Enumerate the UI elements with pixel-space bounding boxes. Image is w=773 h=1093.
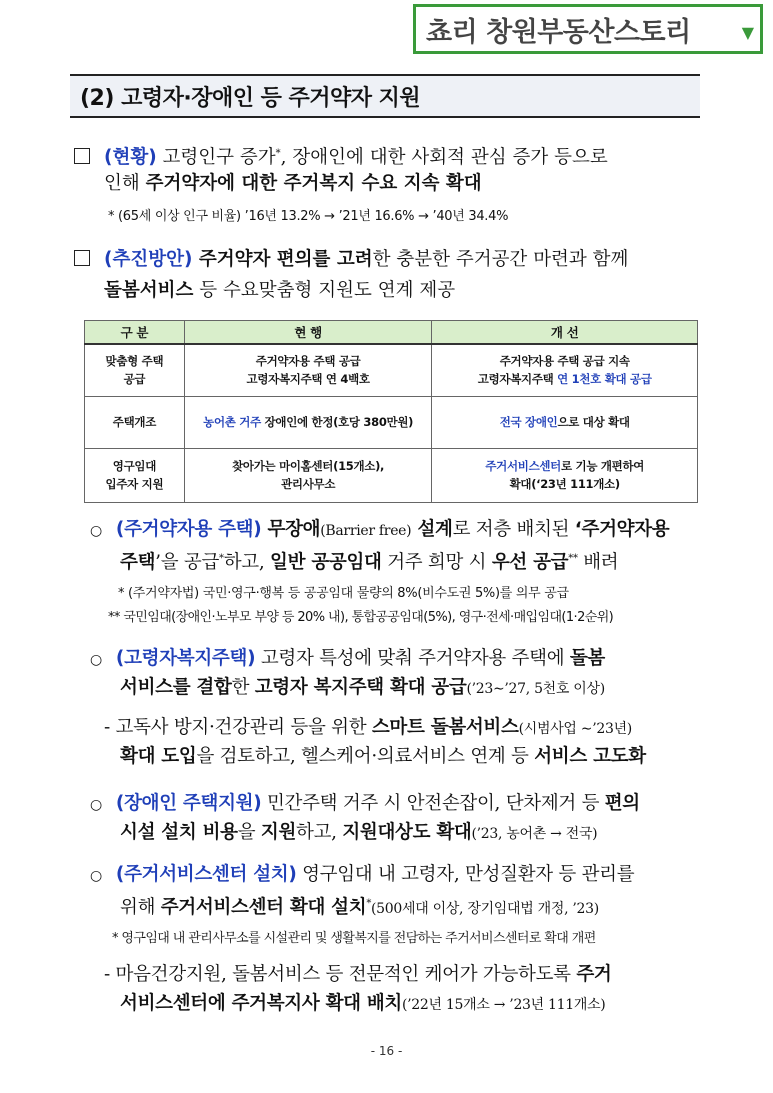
item3-bold: 시설 설치 비용	[120, 822, 238, 843]
plan-bold-1: 주거약자 편의를 고려	[192, 249, 373, 270]
chevron-down-icon[interactable]: ▼	[741, 23, 754, 42]
imp-line: 로 기능 개편하여	[561, 459, 645, 473]
item4-text: 위해	[120, 897, 161, 919]
item1-note-2: ** 국민임대(장애인·노부모 부양 등 20% 내), 통합공공임대(5%), 영구·전세·매입임대(1·2순위)	[108, 610, 614, 625]
cur-line: 관리사무소	[281, 477, 336, 491]
plan-cont-bold: 돌봄서비스	[104, 280, 194, 301]
item-disabled-housing	[90, 789, 640, 820]
item2-dash-text: 을 검토하고, 헬스케어·의료서비스 연계 등	[196, 746, 535, 767]
item1-small: (Barrier free)	[320, 523, 412, 539]
status-text-2: , 장애인에 대한 사회적 관심 증가 등으로	[280, 147, 608, 169]
cur-line: 고령자복지주택 연 4백호	[246, 372, 370, 387]
section-title: (2) 고령자·장애인 등 주거약자 지원	[80, 85, 421, 111]
imp-highlight: 주거서비스센터	[485, 459, 561, 473]
badge-text: 쵸리 창원부동산스토리	[426, 16, 691, 48]
checkbox-square-icon	[74, 250, 90, 266]
comparison-table	[84, 320, 698, 503]
table-row	[85, 344, 698, 396]
status-sup: *	[275, 148, 281, 159]
imp-line: 고령자복지주택	[477, 372, 558, 387]
cat-line: 공급	[123, 372, 146, 387]
item4-label: (주거서비스센터 설치)	[115, 864, 297, 885]
item2-small: (’23∼’27, 5천호 이상)	[466, 681, 605, 697]
status-label: (현황)	[104, 147, 157, 169]
imp-line: 주거약자용 주택 공급 지속	[499, 354, 630, 369]
item2-dash-continuation	[120, 743, 646, 771]
table-header-row	[85, 321, 698, 345]
item1-bold: 무장애	[261, 519, 321, 540]
item4-dash-continuation	[120, 990, 605, 1019]
table-cell-improved	[432, 448, 698, 502]
imp-highlight: 전국 장애인	[499, 415, 558, 429]
item4-dash-small: (’22년 15개소 → ’23년 111개소)	[402, 997, 606, 1013]
item2-dash-paragraph	[104, 713, 632, 744]
page-number: - 16 -	[370, 1044, 403, 1058]
item3-bold: 지원	[260, 822, 297, 843]
cur-highlight: 농어촌 거주	[203, 415, 261, 429]
item2-dash-bold: 확대 도입	[120, 746, 197, 767]
bullet-circle-icon: ○	[90, 652, 102, 668]
item4-dash-text: - 마음건강지원, 돌봄서비스 등 전문적인 케어가 가능하도록	[104, 964, 577, 985]
plan-cont-plain: 등 수요맞춤형 지원도 연계 제공	[193, 280, 456, 301]
item4-dash-paragraph	[104, 960, 611, 989]
item4-note: * 영구임대 내 관리사무소를 시설관리 및 생활복지를 전담하는 주거서비스센터로 확대 개편	[112, 931, 596, 946]
item2-text: 고령자 특성에 맞춰 주거약자용 주택에	[255, 648, 570, 669]
table-cell-category	[85, 344, 185, 396]
table-cell-improved	[432, 396, 698, 448]
imp-highlight: 연 1천호 확대 공급	[557, 372, 652, 387]
bullet-circle-icon: ○	[90, 797, 102, 813]
table-row	[85, 396, 698, 448]
item1-note-1: * (주거약자법) 국민·영구·행복 등 공공임대 물량의 8%(비수도권 5%)를 의무 공급	[118, 586, 569, 601]
item-housing-service-center	[90, 860, 634, 891]
table-cell-category	[85, 396, 185, 448]
status-paragraph	[74, 140, 608, 172]
status-note: * (65세 이상 인구 비율) ’16년 13.2% → ’21년 16.6% → ’40년 34.4%	[108, 209, 509, 224]
item1-text: 로 저층 배치된	[452, 519, 575, 540]
table-header-category: 구 분	[85, 321, 185, 345]
item3-continuation	[120, 819, 597, 848]
status-cont-bold: 주거약자에 대한 주거복지 수요 지속 확대	[145, 173, 482, 194]
item4-dash-bold: 주거	[576, 964, 612, 985]
header-badge	[413, 4, 763, 54]
item4-small: (500세대 이상, 장기임대법 개정, ’23)	[371, 901, 599, 918]
item3-small: (’23, 농어촌 → 전국)	[471, 826, 598, 842]
table-header-improved: 개 선	[432, 321, 698, 345]
item2-continuation	[120, 674, 605, 703]
item1-sup: *	[219, 553, 224, 564]
item2-bold: 돌봄	[569, 648, 606, 669]
item3-text: 하고,	[296, 822, 343, 843]
section-heading	[70, 74, 700, 118]
item1-bold: 일반 공공임대	[270, 552, 382, 574]
item1-bold: 주택	[120, 552, 156, 574]
item1-bold: ‘주거약자용	[574, 519, 670, 540]
item4-bold: 주거서비스센터 확대 설치	[160, 897, 367, 919]
item-elderly-housing	[90, 644, 605, 675]
item2-dash-small: (시범사업 ∼’23년)	[518, 721, 632, 737]
item3-bold: 지원대상도 확대	[342, 822, 472, 843]
item1-continuation	[120, 545, 618, 577]
imp-line: 확대(‘23년 111개소)	[509, 477, 620, 491]
item1-text: 배려	[577, 552, 619, 574]
item1-text: 하고,	[223, 552, 271, 574]
item2-dash-bold: 스마트 돌봄서비스	[371, 717, 519, 738]
cat-line: 맞춤형 주택	[105, 354, 164, 369]
item2-dash-bold: 서비스 고도화	[534, 746, 646, 767]
item4-text: 영구임대 내 고령자, 만성질환자 등 관리를	[296, 864, 635, 885]
plan-continuation	[104, 277, 455, 305]
checkbox-square-icon	[74, 148, 90, 164]
item4-continuation	[120, 890, 599, 923]
item1-bold: 설계	[411, 519, 453, 540]
table-header-current: 현 행	[184, 321, 432, 345]
item2-text: 한	[231, 677, 255, 698]
item4-dash-bold: 서비스센터에 주거복지사 확대 배치	[120, 993, 402, 1014]
item3-text: 을	[237, 822, 261, 843]
table-row	[85, 448, 698, 502]
item2-dash-text: - 고독사 방지·건강관리 등을 위한	[104, 717, 372, 738]
item3-label: (장애인 주택지원)	[115, 793, 262, 814]
item1-label: (주거약자용 주택)	[115, 519, 262, 540]
plan-text-1: 한 충분한 주거공간 마련과 함께	[372, 249, 629, 270]
cur-line: 주거약자용 주택 공급	[255, 354, 361, 369]
imp-line: 으로 대상 확대	[557, 415, 630, 429]
status-continuation	[104, 170, 482, 198]
item1-text: ’을 공급	[155, 552, 220, 574]
item2-bold: 고령자 복지주택 확대 공급	[254, 677, 467, 698]
item-accessible-housing	[90, 515, 669, 546]
item4-sup: *	[366, 898, 372, 909]
plan-paragraph	[74, 246, 628, 274]
table-cell-improved	[432, 344, 698, 396]
table-cell-category	[85, 448, 185, 502]
status-text-1: 고령인구 증가	[156, 147, 276, 169]
plan-label: (추진방안)	[104, 249, 193, 270]
item2-label: (고령자복지주택)	[115, 648, 256, 669]
item1-sup: **	[568, 553, 578, 564]
table-cell-current	[184, 448, 432, 502]
cur-line: 찾아가는 마이홈센터(15개소),	[232, 459, 385, 473]
item1-bold: 우선 공급	[491, 552, 569, 574]
status-cont-plain: 인해	[104, 173, 146, 194]
item3-text: 민간주택 거주 시 안전손잡이, 단차제거 등	[261, 793, 605, 814]
item1-text: 거주 희망 시	[381, 552, 492, 574]
bullet-circle-icon: ○	[90, 523, 102, 539]
table-cell-current	[184, 396, 432, 448]
cat-line: 영구임대	[112, 459, 157, 473]
table-cell-current	[184, 344, 432, 396]
item2-bold: 서비스를 결합	[120, 677, 232, 698]
cat-line: 주택개조	[112, 415, 157, 429]
item3-bold: 편의	[604, 793, 640, 814]
bullet-circle-icon: ○	[90, 868, 102, 884]
cur-line: 장애인에 한정(호당 380만원)	[260, 415, 414, 429]
cat-line: 입주자 지원	[105, 477, 164, 491]
